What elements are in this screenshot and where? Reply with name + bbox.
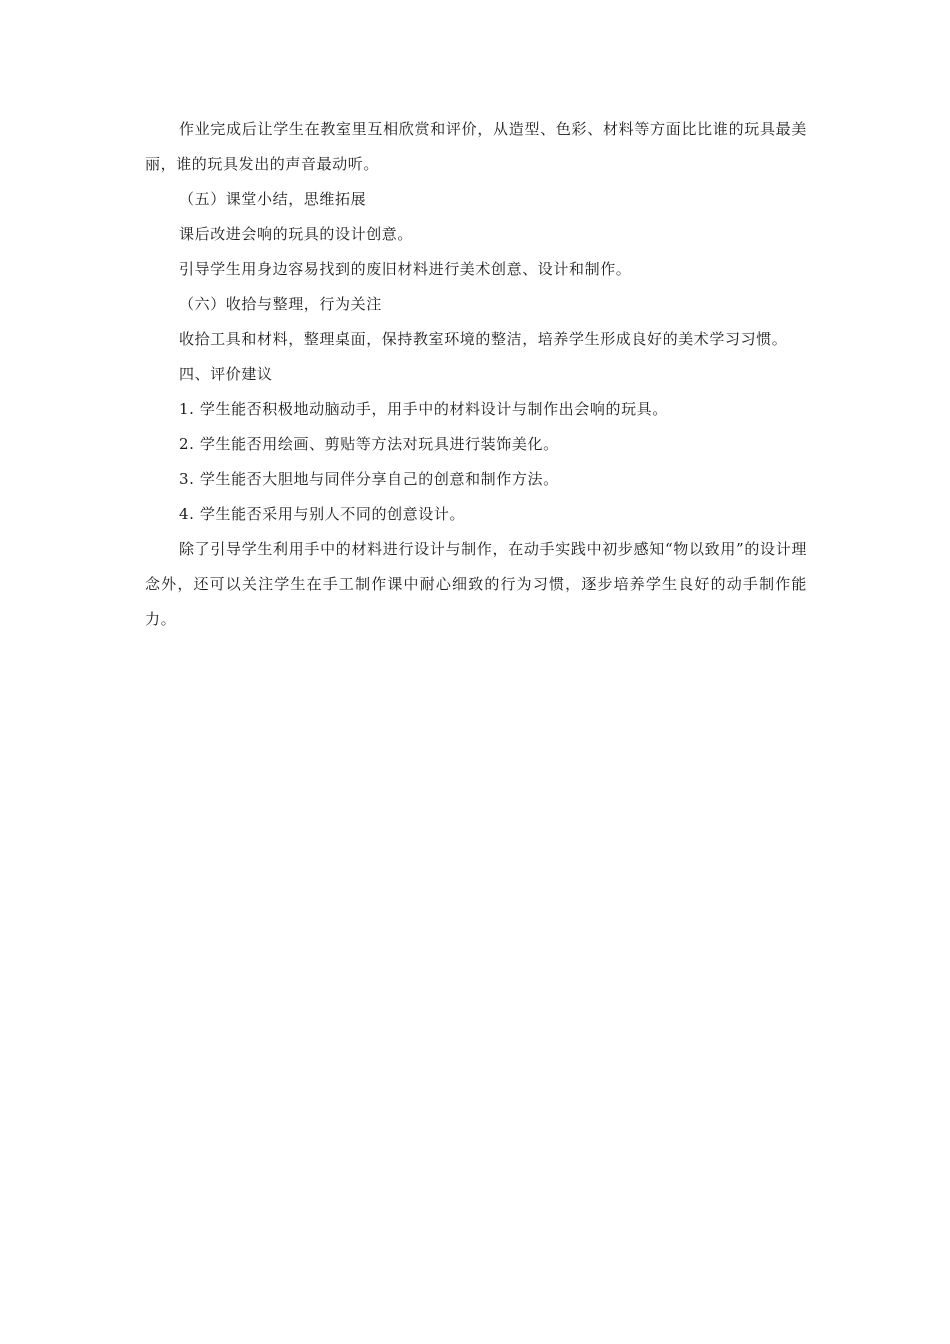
heading-section-six: （六）收拾与整理，行为关注 (179, 295, 382, 313)
paragraph-tidy-up: 收拾工具和材料，整理桌面，保持教室环境的整洁，培养学生形成良好的美术学习习惯。 (179, 330, 788, 348)
paragraph-improve-design: 课后改进会响的玩具的设计创意。 (179, 225, 414, 243)
heading-evaluation-suggestions: 四、评价建议 (179, 365, 273, 383)
paragraph-waste-materials: 引导学生用身边容易找到的废旧材料进行美术创意、设计和制作。 (179, 260, 632, 278)
paragraph-homework-evaluation: 作业完成后让学生在教室里互相欣赏和评价，从造型、色彩、材料等方面比比谁的玩具最美丽，谁的玩具发出的声音最动听。 (145, 120, 807, 173)
list-item-evaluation-3: 3. 学生能否大胆地与同伴分享自己的创意和制作方法。 (179, 470, 559, 488)
list-item-evaluation-4: 4. 学生能否采用与别人不同的创意设计。 (179, 505, 466, 523)
heading-section-five: （五）课堂小结，思维拓展 (179, 190, 367, 208)
list-item-evaluation-2: 2. 学生能否用绘画、剪贴等方法对玩具进行装饰美化。 (179, 435, 559, 453)
paragraph-closing-remarks: 除了引导学生利用手中的材料进行设计与制作，在动手实践中初步感知“物以致用”的设计理念外，还可以关注学生在手工制作课中耐心细致的行为习惯，逐步培养学生良好的动手制作能力。 (145, 540, 807, 628)
document-body (145, 112, 807, 637)
list-item-evaluation-1: 1. 学生能否积极地动脑动手，用手中的材料设计与制作出会响的玩具。 (179, 400, 668, 418)
